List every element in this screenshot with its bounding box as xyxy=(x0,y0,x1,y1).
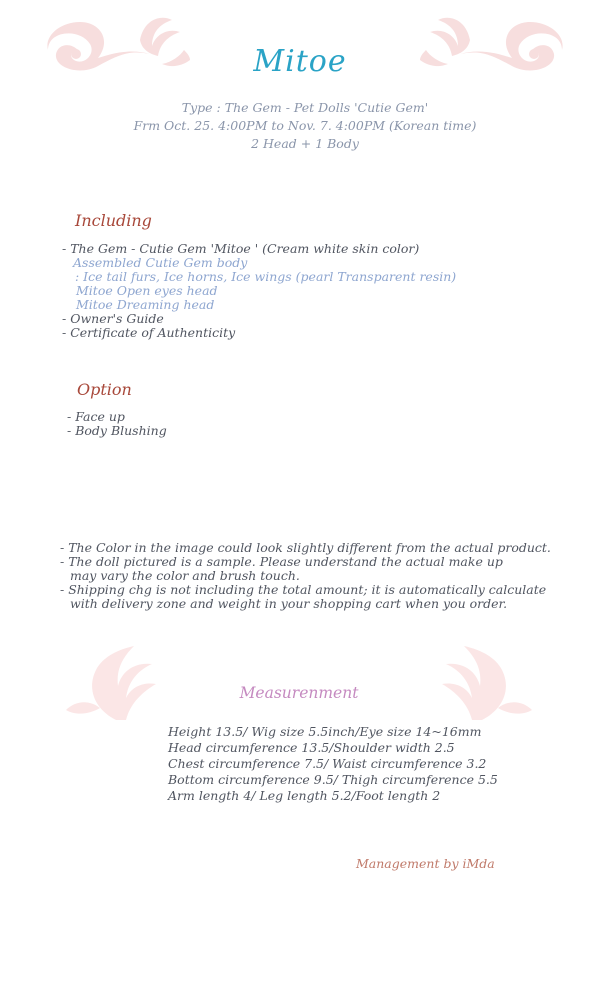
option-heading: Option xyxy=(77,380,132,399)
including-subitem: : Ice tail furs, Ice horns, Ice wings (pearl Transparent resin) xyxy=(75,269,457,284)
measurement-line: Chest circumference 7.5/ Waist circumference 3.2 xyxy=(168,756,487,771)
note-line: with delivery zone and weight in your shopping cart when you order. xyxy=(70,596,508,611)
note-line: may vary the color and brush touch. xyxy=(70,568,300,583)
measurement-line: Arm length 4/ Leg length 5.2/Foot length 2 xyxy=(168,788,441,803)
management-credit: Management by iMda xyxy=(356,856,495,871)
subtitle-dates: Frm Oct. 25. 4:00PM to Nov. 7. 4:00PM (Korean time) xyxy=(133,118,477,133)
measurement-heading: Measurenment xyxy=(239,684,359,702)
including-subitem: Mitoe Open eyes head xyxy=(76,283,218,298)
including-subitem: Mitoe Dreaming head xyxy=(76,297,215,312)
note-line: - The doll pictured is a sample. Please understand the actual make up xyxy=(60,554,503,569)
subtitle-type: Type : The Gem - Pet Dolls 'Cutie Gem' xyxy=(181,100,429,115)
note-line: - Shipping chg is not including the total amount; it is automatically calculate xyxy=(60,582,547,597)
note-line: - The Color in the image could look slightly different from the actual product. xyxy=(60,540,551,555)
including-heading: Including xyxy=(75,211,152,230)
including-item: - Owner's Guide xyxy=(62,311,164,326)
measurement-line: Height 13.5/ Wig size 5.5inch/Eye size 14~16mm xyxy=(168,724,482,739)
option-item: - Body Blushing xyxy=(67,423,167,438)
option-item: - Face up xyxy=(67,409,125,424)
measurement-line: Bottom circumference 9.5/ Thigh circumference 5.5 xyxy=(168,772,498,787)
including-item: - The Gem - Cutie Gem 'Mitoe ' (Cream white skin color) xyxy=(62,241,420,256)
page-title: Mitoe xyxy=(253,44,347,79)
measurement-line: Head circumference 13.5/Shoulder width 2.5 xyxy=(168,740,455,755)
subtitle-contents: 2 Head + 1 Body xyxy=(251,136,359,151)
including-item: - Certificate of Authenticity xyxy=(62,325,236,340)
including-subitem: Assembled Cutie Gem body xyxy=(73,255,248,270)
